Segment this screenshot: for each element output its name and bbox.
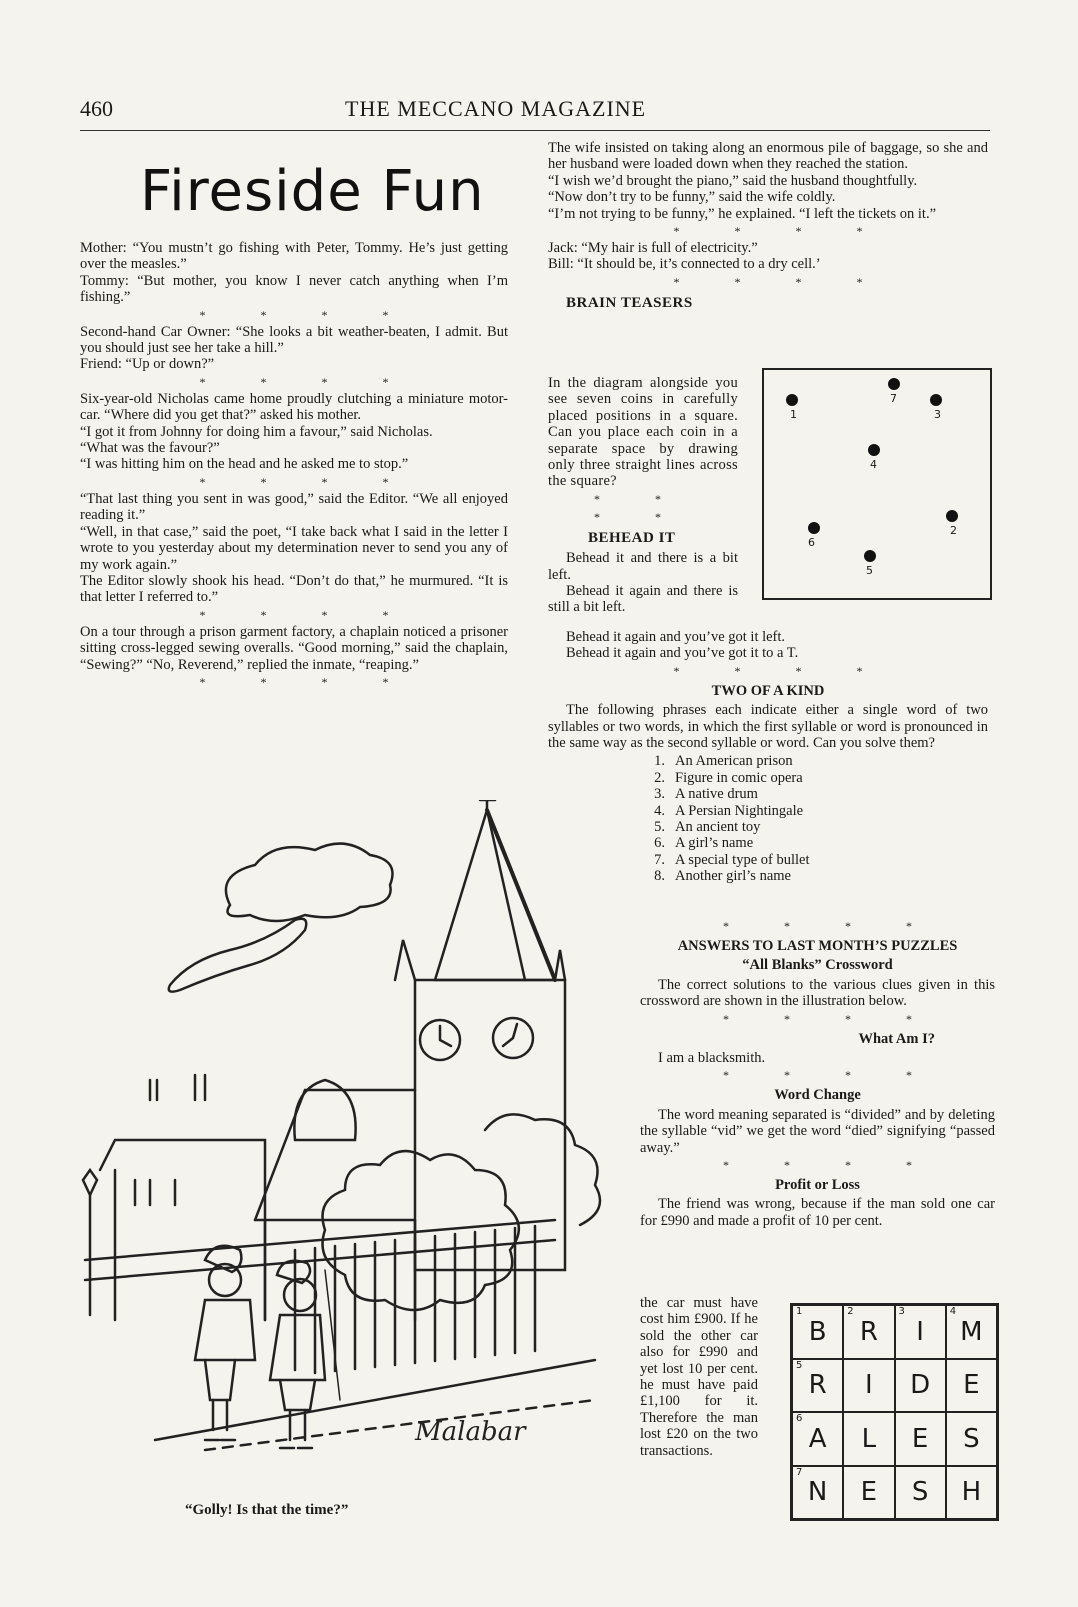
cloud-small-icon [169, 919, 307, 992]
list-number: 6. [654, 835, 665, 852]
cell-number: 2 [847, 1306, 854, 1317]
list-text: A native drum [675, 786, 758, 803]
list-text: An American prison [675, 753, 793, 770]
cell-letter: I [916, 1316, 924, 1347]
separator-stars: * * * * [723, 1068, 938, 1083]
separator-stars: * * * * [199, 607, 415, 622]
right-column-middle [548, 629, 988, 885]
list-item [643, 770, 988, 786]
coin-label: 5 [866, 564, 873, 577]
grid-cell [895, 1412, 946, 1466]
coin-label: 7 [890, 392, 897, 405]
list-text: An ancient toy [675, 819, 761, 836]
coin-icon [864, 550, 876, 562]
grid-cell [792, 1412, 843, 1466]
separator-stars: * * * * [723, 919, 938, 933]
behead-heading: BEHEAD IT [588, 529, 676, 546]
cell-letter: D [910, 1370, 931, 1401]
brain-teasers-column [548, 375, 738, 616]
joke-line: “That last thing you sent in was good,” said the Editor. “We all enjoyed reading it.” [80, 490, 508, 524]
list-number: 4. [654, 802, 665, 819]
list-number: 5. [654, 819, 665, 836]
cell-letter: M [960, 1316, 983, 1347]
separator-stars: * * * * [199, 674, 415, 689]
whatami-text: I am a blacksmith. [658, 1050, 766, 1067]
cell-letter: E [963, 1370, 980, 1401]
separator-stars: * * * * [673, 224, 889, 239]
right-column-top [548, 140, 988, 315]
grid-cell [946, 1466, 997, 1520]
coin-diagram [762, 368, 992, 600]
separator-stars: * * * * [723, 1158, 938, 1173]
list-text: A girl’s name [675, 835, 754, 852]
coin-label: 2 [950, 524, 957, 537]
list-item [643, 753, 988, 769]
answers-heading: ANSWERS TO LAST MONTH’S PUZZLES [677, 938, 958, 954]
list-item [643, 868, 988, 884]
joke-line: Second-hand Car Owner: “She looks a bit weather-beaten, I admit. But you should just see her take a hill.” [80, 323, 508, 357]
profit-narrow-column [640, 1295, 758, 1459]
cell-number: 1 [796, 1306, 803, 1317]
cell-letter: B [808, 1316, 827, 1347]
coin-icon [868, 444, 880, 456]
list-number: 3. [654, 786, 665, 803]
profit-intro: The friend was wrong, because if the man sold one car for £990 and made a profit of 10 per cent. [640, 1196, 995, 1229]
joke-line: “What was the favour?” [80, 440, 220, 457]
list-number: 8. [654, 868, 665, 885]
grid-cell [843, 1359, 894, 1413]
page-number: 460 [80, 96, 113, 121]
header-rule [80, 130, 990, 131]
list-text: A Persian Nightingale [675, 802, 804, 819]
joke-line: Friend: “Up or down?” [80, 356, 215, 373]
list-text: Another girl’s name [675, 868, 791, 885]
cell-letter: E [911, 1423, 929, 1454]
coin-icon [946, 510, 958, 522]
cell-number: 6 [796, 1413, 803, 1424]
list-text: A special type of bullet [675, 851, 810, 868]
joke-line: Jack: “My hair is full of electricity.” [548, 240, 758, 257]
grid-cell [895, 1466, 946, 1520]
joke-line: “Now don’t try to be funny,” said the wife coldly. [548, 189, 836, 206]
profit-text: the car must have cost him £900. If he sold the other car also for £990 and yet lost 10 per cent. he must have paid £1,100 for it. Therefore the man lost £20 on the two transactions. [640, 1295, 758, 1459]
separator-stars: * * * * [199, 374, 415, 389]
cell-letter: S [911, 1477, 929, 1508]
profit-heading: Profit or Loss [775, 1177, 860, 1194]
grid-cell [946, 1359, 997, 1413]
cell-number: 7 [796, 1466, 803, 1478]
separator-stars: * * * * [723, 1011, 938, 1026]
cell-letter: H [961, 1477, 982, 1508]
grid-cell [792, 1305, 843, 1359]
list-item [643, 835, 988, 851]
crossword-text: The correct solutions to the various clues given in this crossword are shown in the illustration below. [640, 976, 995, 1010]
cell-letter: I [865, 1370, 873, 1401]
cell-letter: R [859, 1316, 878, 1347]
cell-number: 4 [949, 1306, 957, 1317]
coin-icon [888, 378, 900, 390]
brain-teasers-heading: BRAIN TEASERS [566, 294, 693, 311]
cloud-icon [226, 844, 393, 921]
cell-letter: R [808, 1370, 827, 1401]
grid-cell [946, 1412, 997, 1466]
coin-label: 4 [870, 458, 877, 471]
brain-teasers-text: In the diagram alongside you see seven coins in carefully placed positions in a square. Can you place each coin in a separate space by drawing only three straight lines across the square? [548, 375, 738, 490]
list-item [643, 819, 988, 835]
cell-letter: E [860, 1477, 878, 1508]
separator-stars: * * * * [594, 491, 687, 524]
two-of-a-kind-text: The following phrases each indicate either a single word of two syllables or two words, in which the first syllable or word is pronounced in the same way as the second syllable or word. Can you solve them? [548, 702, 988, 752]
list-number: 1. [654, 753, 665, 770]
joke-line: Tommy: “But mother, you know I never catch anything when I’m fishing.” [80, 272, 508, 306]
coin-icon [808, 522, 820, 534]
list-number: 2. [654, 769, 665, 786]
wordchange-text: The word meaning separated is “divided” and by deleting the syllable “vid” we get the word “died” signifying “passed away.” [640, 1106, 995, 1156]
separator-stars: * * * * [673, 663, 889, 678]
grid-cell [946, 1305, 997, 1359]
page-header [80, 96, 980, 126]
cell-number: 3 [898, 1306, 905, 1317]
cartoon-signature: Malabar [415, 1417, 526, 1447]
whatami-heading: What Am I? [858, 1030, 935, 1047]
wordchange-heading: Word Change [774, 1087, 861, 1104]
grid-cell [895, 1305, 946, 1359]
list-item [643, 803, 988, 819]
list-item [643, 786, 988, 802]
article-title: Fireside Fun [140, 159, 485, 224]
church-clock-cartoon [55, 800, 615, 1500]
behead-line: Behead it and there is a bit left. [548, 550, 738, 583]
list-text: Figure in comic opera [675, 769, 803, 786]
cell-letter: N [807, 1477, 828, 1508]
grid-cell [895, 1359, 946, 1413]
joke-line: Mother: “You mustn’t go fishing with Peter, Tommy. He’s just getting over the measles.” [80, 240, 508, 273]
joke-line: “Well, in that case,” said the poet, “I take back what I said in the letter I wrote to you yesterday about my determination never to send you any of my work again.” [80, 523, 508, 573]
grid-cell [792, 1359, 843, 1413]
coin-label: 6 [808, 536, 815, 549]
cell-letter: L [861, 1423, 877, 1454]
grid-cell [843, 1466, 894, 1520]
grid-cell [792, 1466, 843, 1520]
magazine-title: THE MECCANO MAGAZINE [345, 96, 647, 121]
separator-stars: * * * * [199, 307, 415, 322]
joke-line: “I got it from Johnny for doing him a favour,” said Nicholas. [80, 423, 433, 440]
behead-line: Behead it again and you’ve got it left. [566, 629, 786, 645]
two-of-a-kind-list [643, 753, 988, 884]
coin-icon [930, 394, 942, 406]
joke-line: The wife insisted on taking along an enormous pile of baggage, so she and her husband were loaded down when they reached the station. [548, 140, 988, 173]
coin-label: 1 [790, 408, 797, 421]
crossword-heading: “All Blanks” Crossword [742, 957, 893, 974]
list-item [643, 852, 988, 868]
separator-stars: * * * * [673, 274, 889, 289]
grid-cell [843, 1305, 894, 1359]
two-of-a-kind-heading: TWO OF A KIND [711, 682, 825, 699]
joke-line: Six-year-old Nicholas came home proudly clutching a miniature motor-car. “Where did you get that?” asked his mother. [80, 390, 508, 424]
joke-line: “I wish we’d brought the piano,” said the husband thoughtfully. [548, 172, 918, 189]
cell-letter: A [808, 1423, 827, 1454]
crossword-grid [790, 1303, 999, 1521]
behead-line: Behead it again and you’ve got it to a T. [566, 645, 799, 662]
answers-column [640, 917, 995, 1229]
left-column [80, 240, 508, 691]
joke-line: On a tour through a prison garment factory, a chaplain noticed a prisoner sitting cross-legged sewing overalls. “Good morning,” said the chaplain, “Sewing?” “No, Reverend,” replied the inmate, “reaping.” [80, 623, 508, 673]
coin-icon [786, 394, 798, 406]
cell-letter: S [963, 1423, 980, 1454]
joke-line: The Editor slowly shook his head. “Don’t do that,” he murmured. “It is that letter I referred to.” [80, 572, 508, 606]
behead-line: Behead it again and there is still a bit left. [548, 583, 738, 616]
separator-stars: * * * * [199, 474, 415, 489]
coin-label: 3 [934, 408, 941, 421]
grid-cell [843, 1412, 894, 1466]
joke-line: Bill: “It should be, it’s connected to a dry cell.’ [548, 256, 821, 273]
cartoon-caption: “Golly! Is that the time?” [185, 1502, 349, 1518]
list-number: 7. [654, 851, 665, 868]
joke-line: “I was hitting him on the head and he asked me to stop.” [80, 456, 409, 473]
cell-number: 5 [796, 1359, 803, 1371]
joke-line: “I’m not trying to be funny,” he explained. “I left the tickets on it.” [548, 205, 937, 222]
